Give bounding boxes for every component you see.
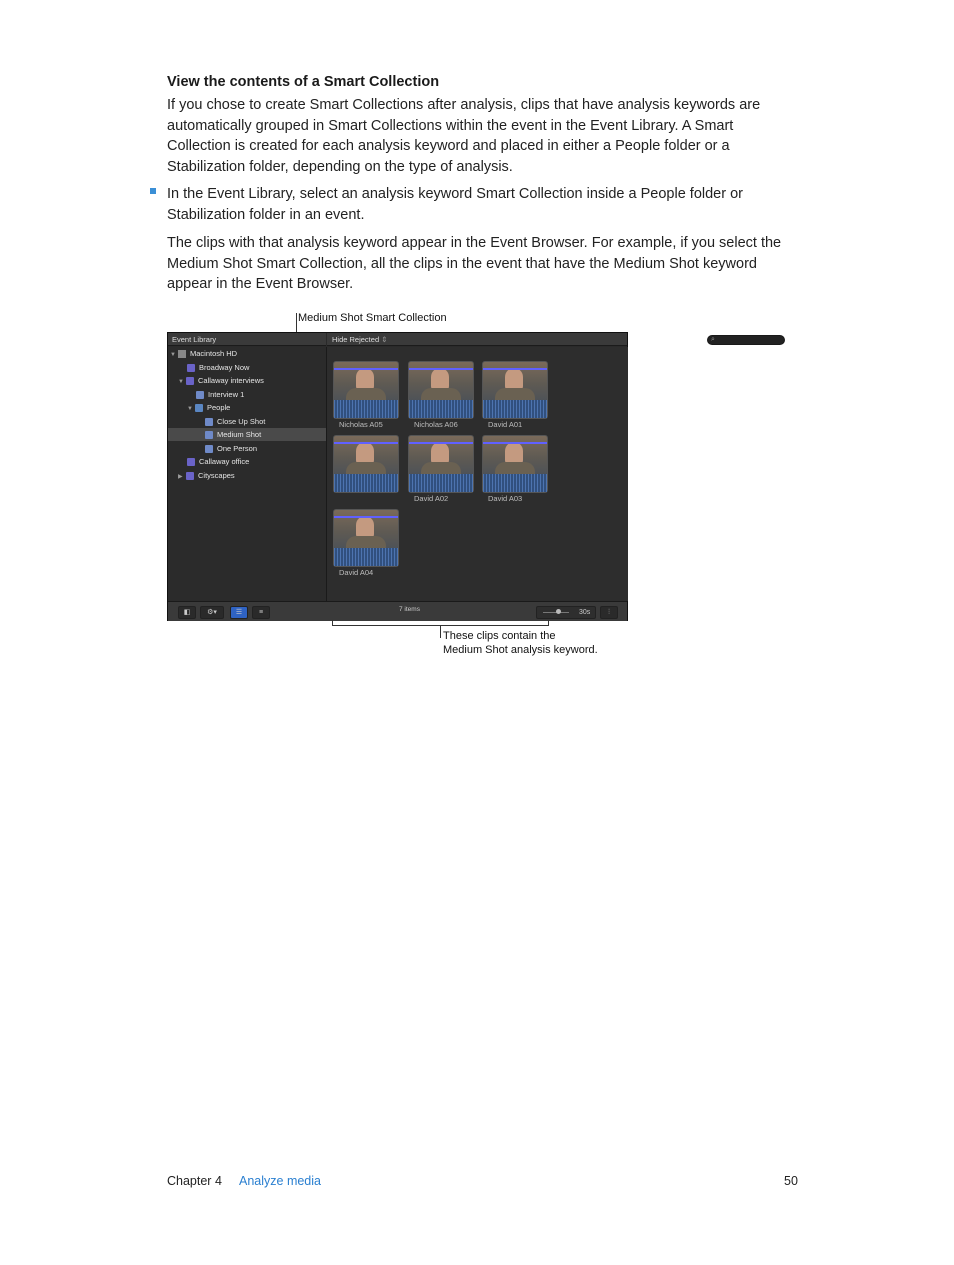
disclosure-open-icon[interactable]: ▼ [170, 352, 176, 358]
zoom-slider[interactable] [536, 606, 596, 619]
items-count: 7 items [399, 606, 420, 613]
event-browser [327, 347, 628, 601]
audio-waveform-button[interactable] [600, 606, 618, 619]
duration-label: 30s [579, 609, 591, 616]
bracket-left [332, 620, 333, 626]
browser-header [327, 333, 715, 346]
event-star-icon [186, 472, 194, 480]
clip-thumbnail[interactable] [333, 361, 399, 419]
page-number: 50 [784, 1174, 798, 1188]
clip-thumbnail[interactable] [408, 435, 474, 493]
disclosure-open-icon[interactable]: ▼ [187, 406, 193, 412]
library-toggle-button[interactable] [178, 606, 196, 619]
smart-collection-icon [205, 445, 213, 453]
list-view-button[interactable] [252, 606, 270, 619]
tree-item-one-person[interactable]: One Person [205, 442, 257, 455]
bracket-right [548, 620, 549, 626]
clip-label: David A03 [488, 494, 523, 503]
callout-medium-shot: Medium Shot Smart Collection [298, 312, 447, 324]
clip-label: Nicholas A05 [339, 420, 383, 429]
clip-label: David A02 [414, 494, 449, 503]
result-paragraph: The clips with that analysis keyword appear in the Event Browser. For example, if you select the Medium Shot Smart Collection, all the clips in the event that have the Medium Shot keyword appear in the Event Browser. [167, 235, 782, 293]
search-icon: ⌕ [711, 336, 715, 343]
event-star-icon [187, 458, 195, 466]
filmstrip-view-button[interactable] [230, 606, 248, 619]
clip-label: David A04 [339, 568, 374, 577]
tree-item-macintosh-hd[interactable]: ▼ Macintosh HD [170, 347, 237, 360]
gear-icon: ⚙▾ [207, 609, 217, 616]
waveform-icon: ⫶ [608, 609, 610, 616]
filmstrip-icon: ☰ [235, 609, 243, 616]
clip-label: David A01 [488, 420, 523, 429]
smart-collection-icon [196, 391, 204, 399]
smart-collection-icon [205, 418, 213, 426]
clip-thumbnail[interactable] [482, 361, 548, 419]
clip-thumbnail[interactable] [333, 509, 399, 567]
tree-item-cityscapes[interactable]: ▶ Cityscapes [178, 469, 235, 482]
footer-chapter: Chapter 4 [167, 1174, 222, 1188]
folder-icon [195, 404, 203, 412]
list-icon: ≡ [258, 609, 264, 616]
event-star-icon [187, 364, 195, 372]
clip-label: Nicholas A06 [414, 420, 458, 429]
footer-chapter-link[interactable]: Analyze media [239, 1174, 321, 1188]
step-paragraph: In the Event Library, select an analysis keyword Smart Collection inside a People folder or Stabilization folder in an event. [167, 186, 743, 223]
tree-item-interview-1[interactable]: Interview 1 [196, 388, 244, 401]
disclosure-open-icon[interactable]: ▼ [178, 379, 184, 385]
library-title: Event Library [172, 335, 217, 344]
tree-item-callaway-interviews[interactable]: ▼ Callaway interviews [178, 374, 264, 387]
callout-line-bottom [440, 626, 441, 638]
library-header [168, 333, 326, 346]
tree-item-close-up-shot[interactable]: Close Up Shot [205, 415, 265, 428]
tree-item-medium-shot[interactable]: Medium Shot [168, 428, 326, 441]
action-menu-button[interactable] [200, 606, 224, 619]
event-star-icon [186, 377, 194, 385]
section-heading: View the contents of a Smart Collection [167, 74, 440, 90]
panel-icon: ◧ [183, 609, 191, 616]
intro-paragraph: If you chose to create Smart Collections after analysis, clips that have analysis keywords are automatically grouped in Smart Collections within the event in the Event Library. A Smart Collection is created for each analysis keyword and placed in either a People folder or a Stabilization folder, depending on the type of analysis. [167, 97, 761, 175]
smart-collection-icon [205, 431, 213, 439]
updown-icon: ⇕ [381, 335, 388, 344]
tree-item-broadway-now[interactable]: Broadway Now [187, 361, 249, 374]
drive-icon [178, 350, 186, 358]
hide-rejected-menu[interactable]: Hide Rejected [332, 335, 380, 344]
tree-item-people[interactable]: ▼ People [187, 401, 230, 414]
bottom-toolbar [168, 601, 627, 621]
callout-clips-text: These clips contain the Medium Shot analysis keyword. [443, 630, 598, 656]
event-library-window [167, 332, 715, 621]
tree-item-callaway-office[interactable]: Callaway office [187, 455, 249, 468]
clip-thumbnail[interactable] [408, 361, 474, 419]
slider-handle[interactable] [556, 609, 561, 614]
disclosure-closed-icon[interactable]: ▶ [178, 473, 183, 480]
library-sidebar [168, 347, 327, 601]
clip-thumbnail[interactable] [482, 435, 548, 493]
search-field[interactable] [707, 335, 785, 345]
bullet-icon [150, 188, 156, 194]
clip-thumbnail[interactable] [333, 435, 399, 493]
